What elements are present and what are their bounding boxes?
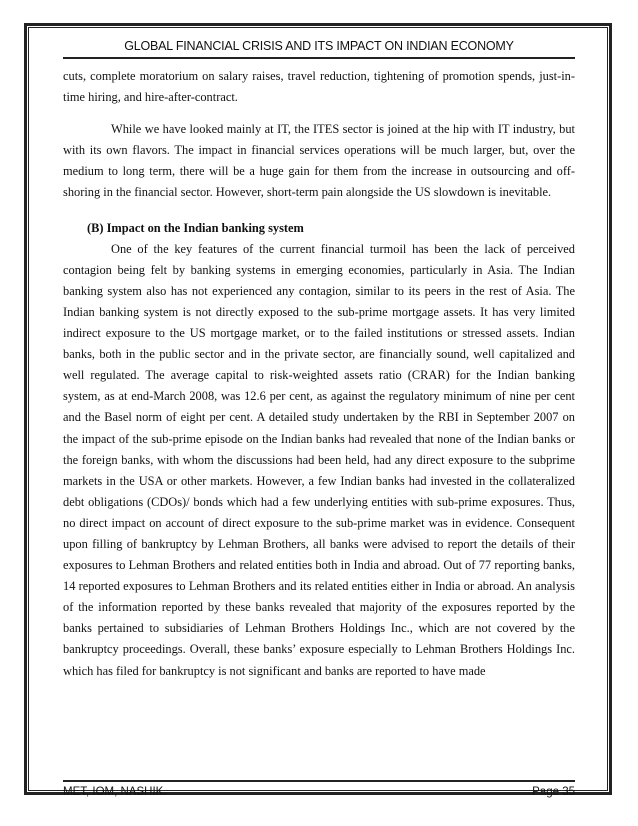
page-header-title: GLOBAL FINANCIAL CRISIS AND ITS IMPACT ON INDIAN ECONOMY <box>124 39 514 53</box>
paragraph-1: cuts, complete moratorium on salary raises, travel reduction, tightening of promotion spends, just-in-time hiring, and hire-after-contract. <box>63 69 575 105</box>
page-body <box>63 66 575 682</box>
page-footer <box>63 786 575 798</box>
header-rule <box>63 57 575 59</box>
page-number: Page 35 <box>532 786 575 798</box>
paragraph-3: One of the key features of the current financial turmoil has been the lack of perceived contagion being felt by banking systems in emerging economies, particularly in Asia. The Indian banking system also has not experienced any contagion, similar to its peers in the rest of Asia. The Indian banking system is not directly exposed to the sub-prime mortgage assets. It has very limited indirect exposure to the US mortgage market, or to the failed institutions or stressed assets. Indian banks, both in the public sector and in the private sector, are financially sound, well capitalized and well regulated. The average capital to risk-weighted assets ratio (CRAR) for the Indian banking system, as at end-March 2008, was 12.6 per cent, as against the regulatory minimum of nine per cent and the Basel norm of eight per cent. A detailed study undertaken by the RBI in September 2007 on the impact of the sub-prime episode on the Indian banks had revealed that none of the Indian banks or the foreign banks, with whom the discussions had been held, had any direct exposure to the subprime markets in the USA or other markets. However, a few Indian banks had invested in the collateralized debt obligations (CDOs)/ bonds which had a few underlying entities with sub-prime exposures. Thus, no direct impact on account of direct exposure to the sub-prime market was in evidence. Consequent upon filling of bankruptcy by Lehman Brothers, all banks were advised to report the details of their exposures to Lehman Brothers and related entities both in India and abroad. Out of 77 reporting banks, 14 reported exposures to Lehman Brothers and its related entities either in India or abroad. An analysis of the information reported by these banks revealed that majority of the exposures reported by the banks pertained to subsidiaries of Lehman Brothers Holdings Inc., which are not covered by the bankruptcy proceedings. Overall, these banks’ exposure especially to Lehman Brothers Holdings Inc. which has filed for bankruptcy is not significant and banks are reported to have made <box>63 241 575 678</box>
section-heading: (B) Impact on the Indian banking system <box>87 220 304 235</box>
footer-rule <box>63 780 575 782</box>
footer-institution: MET, IOM, NASHIK. <box>63 786 167 798</box>
paragraph-2: While we have looked mainly at IT, the ITES sector is joined at the hip with IT industry, but with its own flavors. The impact in financial services operations will be much larger, but, over the medium to long term, there will be a huge gain for them from the increase in outsourcing and off-shoring in the financial sector. However, short-term pain alongside the US slowdown is inevitable. <box>63 122 575 200</box>
